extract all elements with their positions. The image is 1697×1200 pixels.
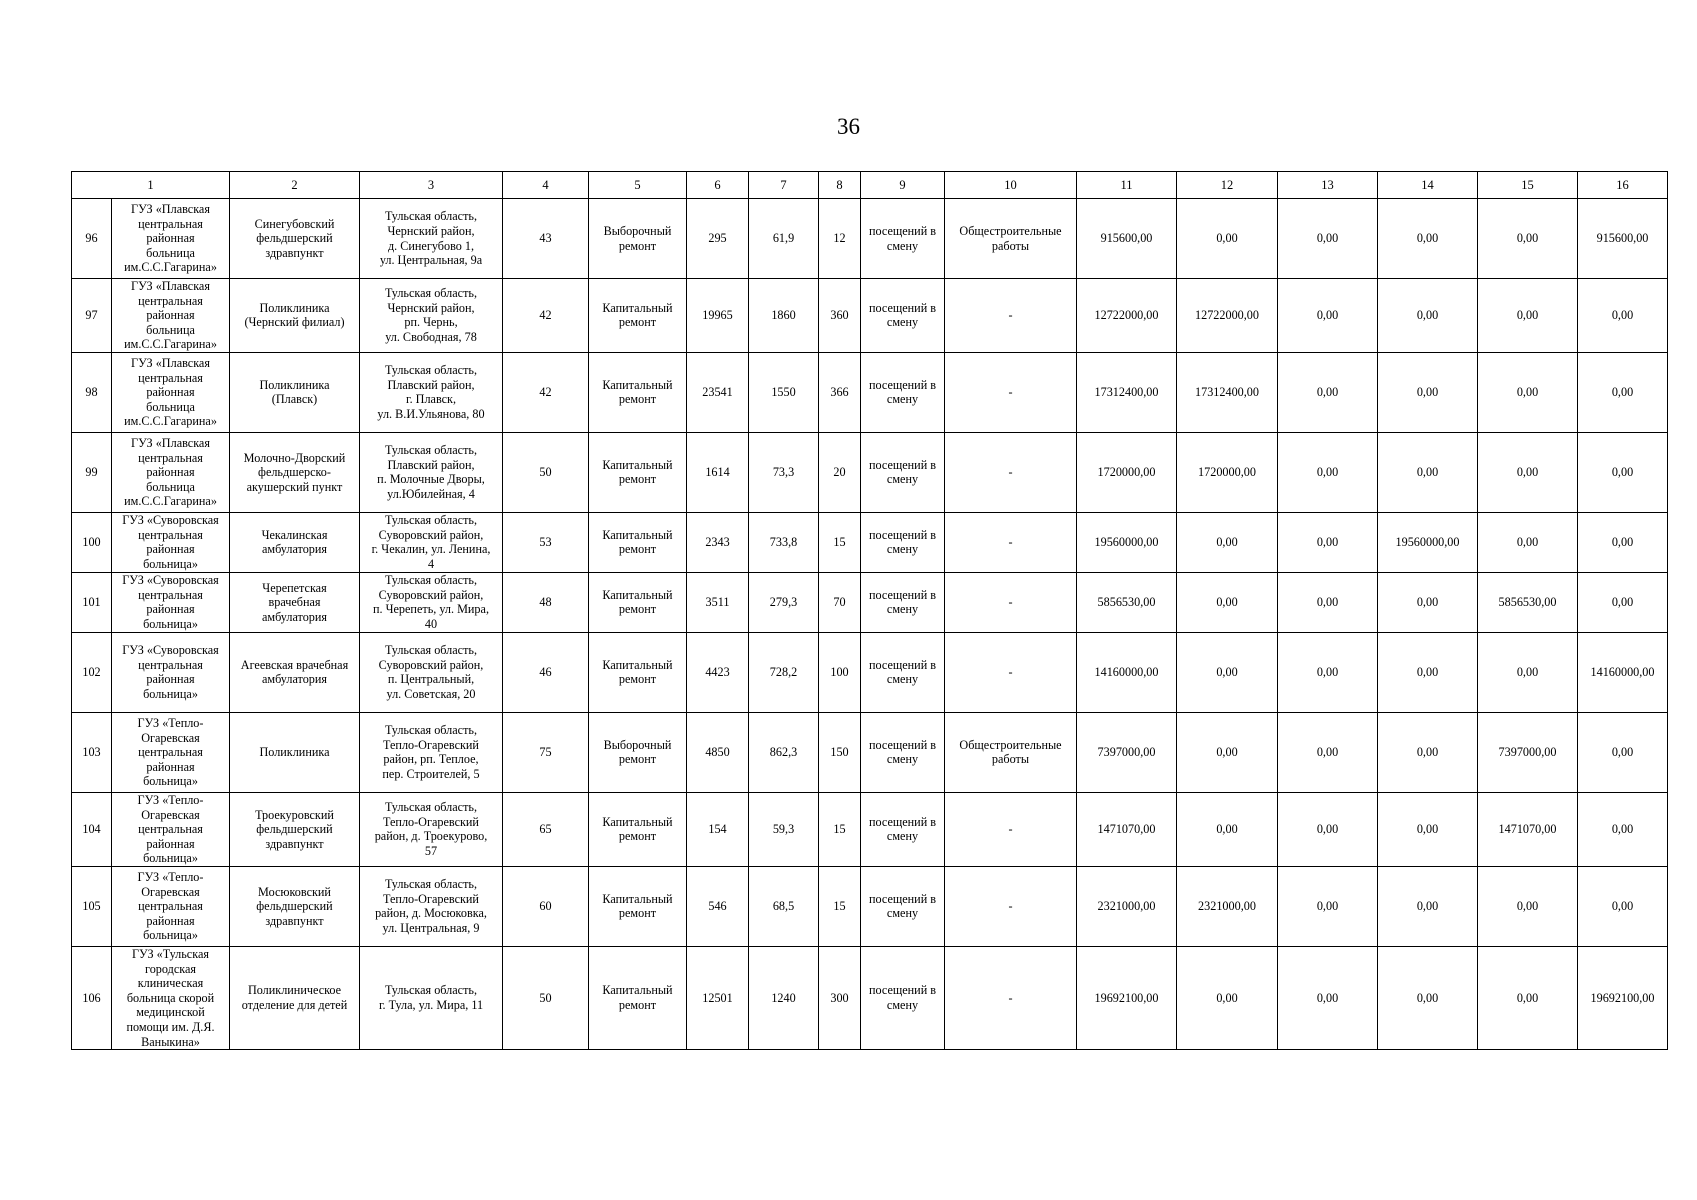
table-cell: 0,00 xyxy=(1578,792,1668,866)
table-cell: - xyxy=(945,512,1077,572)
table-cell: Тульская область, Плавский район, п. Молочные Дворы, ул.Юбилейная, 4 xyxy=(360,432,503,512)
table-cell: Тульская область, Тепло-Огаревский район, д. Мосюковка, ул. Центральная, 9 xyxy=(360,866,503,946)
table-cell: - xyxy=(945,432,1077,512)
table-cell: Капитальный ремонт xyxy=(589,352,687,432)
table-row xyxy=(72,279,1668,353)
table-cell: 15 xyxy=(819,792,861,866)
table-cell: Молочно-Дворский фельдшерско- акушерский пункт xyxy=(230,432,360,512)
table-cell: 14160000,00 xyxy=(1077,632,1177,712)
table-cell: посещений в смену xyxy=(861,572,945,632)
table-cell: Чекалинская амбулатория xyxy=(230,512,360,572)
table-cell: ГУЗ «Суворовская центральная районная больница» xyxy=(112,572,230,632)
table-cell: 60 xyxy=(503,866,589,946)
table-cell: Тульская область, Суворовский район, п. Центральный, ул. Советская, 20 xyxy=(360,632,503,712)
table-cell: Поликлиническое отделение для детей xyxy=(230,946,360,1049)
header-cell: 12 xyxy=(1177,172,1278,199)
table-row xyxy=(72,199,1668,279)
table-cell: 75 xyxy=(503,712,589,792)
table-cell: 0,00 xyxy=(1378,199,1478,279)
table-cell: ГУЗ «Плавская центральная районная больница им.С.С.Гагарина» xyxy=(112,432,230,512)
table-cell: 105 xyxy=(72,866,112,946)
table-cell: - xyxy=(945,946,1077,1049)
table-cell: 5856530,00 xyxy=(1478,572,1578,632)
table-cell: 0,00 xyxy=(1578,712,1668,792)
table-cell: 50 xyxy=(503,946,589,1049)
table-cell: 0,00 xyxy=(1378,866,1478,946)
table-cell: 0,00 xyxy=(1177,632,1278,712)
table-cell: Капитальный ремонт xyxy=(589,866,687,946)
table-cell: 0,00 xyxy=(1478,352,1578,432)
table-cell: 12722000,00 xyxy=(1077,279,1177,353)
table-cell: 0,00 xyxy=(1478,866,1578,946)
table-cell: 0,00 xyxy=(1478,946,1578,1049)
table-cell: 68,5 xyxy=(749,866,819,946)
table-row xyxy=(72,866,1668,946)
table-cell: 1471070,00 xyxy=(1077,792,1177,866)
table-cell: 14160000,00 xyxy=(1578,632,1668,712)
table-cell: 4423 xyxy=(687,632,749,712)
header-cell: 3 xyxy=(360,172,503,199)
table-cell: Тульская область, Тепло-Огаревский район, д. Троекурово, 57 xyxy=(360,792,503,866)
table-cell: 20 xyxy=(819,432,861,512)
table-cell: 0,00 xyxy=(1278,432,1378,512)
table-cell: посещений в смену xyxy=(861,512,945,572)
table-cell: 96 xyxy=(72,199,112,279)
table-cell: 1860 xyxy=(749,279,819,353)
table-cell: 100 xyxy=(72,512,112,572)
table-cell: 1720000,00 xyxy=(1177,432,1278,512)
table-cell: посещений в смену xyxy=(861,866,945,946)
table-cell: 65 xyxy=(503,792,589,866)
table-row xyxy=(72,792,1668,866)
table-cell: 2321000,00 xyxy=(1077,866,1177,946)
table-cell: ГУЗ «Плавская центральная районная больница им.С.С.Гагарина» xyxy=(112,199,230,279)
table-cell: посещений в смену xyxy=(861,279,945,353)
table-cell: 0,00 xyxy=(1278,279,1378,353)
table-cell: 0,00 xyxy=(1478,199,1578,279)
table-cell: 0,00 xyxy=(1177,572,1278,632)
table-cell: 70 xyxy=(819,572,861,632)
table-cell: 733,8 xyxy=(749,512,819,572)
table-cell: 102 xyxy=(72,632,112,712)
table-cell: 546 xyxy=(687,866,749,946)
table-cell: 1471070,00 xyxy=(1478,792,1578,866)
table-cell: 100 xyxy=(819,632,861,712)
table-cell: Капитальный ремонт xyxy=(589,572,687,632)
table-cell: 0,00 xyxy=(1278,632,1378,712)
table-cell: Капитальный ремонт xyxy=(589,792,687,866)
table-cell: 0,00 xyxy=(1378,279,1478,353)
table-cell: 0,00 xyxy=(1278,199,1378,279)
table-cell: 12 xyxy=(819,199,861,279)
table-cell: 0,00 xyxy=(1278,866,1378,946)
table-cell: 2343 xyxy=(687,512,749,572)
table-cell: 19692100,00 xyxy=(1578,946,1668,1049)
table-cell: посещений в смену xyxy=(861,352,945,432)
table-cell: 279,3 xyxy=(749,572,819,632)
table-cell: - xyxy=(945,632,1077,712)
table-cell: 4850 xyxy=(687,712,749,792)
table-cell: 915600,00 xyxy=(1578,199,1668,279)
table-cell: 106 xyxy=(72,946,112,1049)
table-cell: Выборочный ремонт xyxy=(589,712,687,792)
table-cell: 101 xyxy=(72,572,112,632)
table-cell: 17312400,00 xyxy=(1077,352,1177,432)
table-cell: 915600,00 xyxy=(1077,199,1177,279)
table-cell: Тульская область, Чернский район, д. Синегубово 1, ул. Центральная, 9а xyxy=(360,199,503,279)
table-cell: 98 xyxy=(72,352,112,432)
table-cell: 1614 xyxy=(687,432,749,512)
table-row xyxy=(72,946,1668,1049)
header-cell: 5 xyxy=(589,172,687,199)
table-cell: 0,00 xyxy=(1378,946,1478,1049)
table-cell: 0,00 xyxy=(1378,572,1478,632)
table-cell: 150 xyxy=(819,712,861,792)
table-cell: ГУЗ «Плавская центральная районная больница им.С.С.Гагарина» xyxy=(112,352,230,432)
table-cell: 295 xyxy=(687,199,749,279)
table-cell: Тульская область, Чернский район, рп. Чернь, ул. Свободная, 78 xyxy=(360,279,503,353)
table-cell: 50 xyxy=(503,432,589,512)
table-cell: Тульская область, Суворовский район, п. Черепеть, ул. Мира, 40 xyxy=(360,572,503,632)
table-cell: - xyxy=(945,866,1077,946)
table-cell: 17312400,00 xyxy=(1177,352,1278,432)
table-cell: посещений в смену xyxy=(861,632,945,712)
table-cell: 862,3 xyxy=(749,712,819,792)
table-cell: - xyxy=(945,792,1077,866)
table-cell: Троекуровский фельдшерский здравпункт xyxy=(230,792,360,866)
header-cell: 10 xyxy=(945,172,1077,199)
table-cell: - xyxy=(945,572,1077,632)
table-cell: 0,00 xyxy=(1177,792,1278,866)
table-cell: 0,00 xyxy=(1478,279,1578,353)
table-cell: 5856530,00 xyxy=(1077,572,1177,632)
table-cell: Тульская область, Суворовский район, г. Чекалин, ул. Ленина, 4 xyxy=(360,512,503,572)
table-cell: Капитальный ремонт xyxy=(589,432,687,512)
table-cell: 23541 xyxy=(687,352,749,432)
table-cell: Общестроительные работы xyxy=(945,712,1077,792)
table-cell: Поликлиника (Плавск) xyxy=(230,352,360,432)
header-cell: 15 xyxy=(1478,172,1578,199)
table-cell: 1240 xyxy=(749,946,819,1049)
table-cell: 0,00 xyxy=(1278,712,1378,792)
table-cell: Тульская область, г. Тула, ул. Мира, 11 xyxy=(360,946,503,1049)
table-cell: ГУЗ «Суворовская центральная районная больница» xyxy=(112,632,230,712)
table-cell: 360 xyxy=(819,279,861,353)
table-cell: 0,00 xyxy=(1478,632,1578,712)
table-cell: 103 xyxy=(72,712,112,792)
header-cell: 6 xyxy=(687,172,749,199)
table-cell: ГУЗ «Суворовская центральная районная больница» xyxy=(112,512,230,572)
table-cell: 19692100,00 xyxy=(1077,946,1177,1049)
table-cell: 0,00 xyxy=(1177,512,1278,572)
table-cell: 0,00 xyxy=(1177,199,1278,279)
header-cell: 16 xyxy=(1578,172,1668,199)
table-cell: посещений в смену xyxy=(861,946,945,1049)
table-cell: 0,00 xyxy=(1578,866,1668,946)
table-cell: 42 xyxy=(503,279,589,353)
table-cell: 0,00 xyxy=(1278,792,1378,866)
table-cell: 0,00 xyxy=(1378,712,1478,792)
table-cell: ГУЗ «Тепло- Огаревская центральная районная больница» xyxy=(112,792,230,866)
table-row xyxy=(72,632,1668,712)
header-cell: 13 xyxy=(1278,172,1378,199)
table-cell: Тульская область, Плавский район, г. Плавск, ул. В.И.Ульянова, 80 xyxy=(360,352,503,432)
table-cell: 0,00 xyxy=(1378,432,1478,512)
table-cell: 1550 xyxy=(749,352,819,432)
table-cell: 19560000,00 xyxy=(1077,512,1177,572)
table-cell: Черепетская врачебная амбулатория xyxy=(230,572,360,632)
table-cell: посещений в смену xyxy=(861,792,945,866)
header-cell: 8 xyxy=(819,172,861,199)
table-cell: 0,00 xyxy=(1278,512,1378,572)
table-cell: Тульская область, Тепло-Огаревский район, рп. Теплое, пер. Строителей, 5 xyxy=(360,712,503,792)
table-cell: 12722000,00 xyxy=(1177,279,1278,353)
table-cell: 59,3 xyxy=(749,792,819,866)
table-cell: 728,2 xyxy=(749,632,819,712)
table-cell: 104 xyxy=(72,792,112,866)
table-row xyxy=(72,352,1668,432)
table-row xyxy=(72,432,1668,512)
table-cell: 0,00 xyxy=(1578,279,1668,353)
header-cell: 4 xyxy=(503,172,589,199)
table-cell: 0,00 xyxy=(1278,946,1378,1049)
table-cell: 53 xyxy=(503,512,589,572)
table-cell: 73,3 xyxy=(749,432,819,512)
table-cell: 48 xyxy=(503,572,589,632)
table-cell: 7397000,00 xyxy=(1077,712,1177,792)
table-cell: 0,00 xyxy=(1177,946,1278,1049)
table-cell: ГУЗ «Тепло- Огаревская центральная районная больница» xyxy=(112,712,230,792)
table-cell: 15 xyxy=(819,512,861,572)
table-cell: 61,9 xyxy=(749,199,819,279)
table-cell: 0,00 xyxy=(1578,432,1668,512)
table-cell: 0,00 xyxy=(1578,352,1668,432)
table-cell: 99 xyxy=(72,432,112,512)
table-cell: 0,00 xyxy=(1478,512,1578,572)
table-cell: 0,00 xyxy=(1578,512,1668,572)
table-cell: Капитальный ремонт xyxy=(589,632,687,712)
table-cell: - xyxy=(945,352,1077,432)
header-cell: 1 xyxy=(72,172,230,199)
table-cell: 15 xyxy=(819,866,861,946)
table-cell: Поликлиника xyxy=(230,712,360,792)
table-cell: посещений в смену xyxy=(861,199,945,279)
table-cell: 7397000,00 xyxy=(1478,712,1578,792)
table-cell: посещений в смену xyxy=(861,432,945,512)
table-cell: Общестроительные работы xyxy=(945,199,1077,279)
table-cell: Выборочный ремонт xyxy=(589,199,687,279)
header-cell: 7 xyxy=(749,172,819,199)
table-cell: 3511 xyxy=(687,572,749,632)
table-cell: Агеевская врачебная амбулатория xyxy=(230,632,360,712)
table-cell: 0,00 xyxy=(1378,792,1478,866)
table-cell: посещений в смену xyxy=(861,712,945,792)
header-cell: 11 xyxy=(1077,172,1177,199)
table-cell: Мосюковский фельдшерский здравпункт xyxy=(230,866,360,946)
table-cell: 43 xyxy=(503,199,589,279)
header-row xyxy=(72,172,1668,199)
data-table xyxy=(71,171,1668,1050)
table-cell: ГУЗ «Тульская городская клиническая больница скорой медицинской помощи им. Д.Я. Ваныкина» xyxy=(112,946,230,1049)
header-cell: 2 xyxy=(230,172,360,199)
table-cell: 0,00 xyxy=(1478,432,1578,512)
table-cell: 46 xyxy=(503,632,589,712)
table-row xyxy=(72,572,1668,632)
table-cell: 12501 xyxy=(687,946,749,1049)
page-number: 36 xyxy=(837,114,860,139)
table-cell: Капитальный ремонт xyxy=(589,279,687,353)
table-cell: Поликлиника (Чернский филиал) xyxy=(230,279,360,353)
table-cell: 42 xyxy=(503,352,589,432)
table-cell: ГУЗ «Тепло- Огаревская центральная районная больница» xyxy=(112,866,230,946)
table-cell: 0,00 xyxy=(1378,352,1478,432)
table-cell: 0,00 xyxy=(1378,632,1478,712)
header-cell: 14 xyxy=(1378,172,1478,199)
table-cell: 1720000,00 xyxy=(1077,432,1177,512)
table-cell: 300 xyxy=(819,946,861,1049)
table-cell: Капитальный ремонт xyxy=(589,946,687,1049)
table-cell: 366 xyxy=(819,352,861,432)
header-cell: 9 xyxy=(861,172,945,199)
table-cell: 0,00 xyxy=(1578,572,1668,632)
table-row xyxy=(72,512,1668,572)
table-cell: 2321000,00 xyxy=(1177,866,1278,946)
table-row xyxy=(72,712,1668,792)
table-cell: ГУЗ «Плавская центральная районная больница им.С.С.Гагарина» xyxy=(112,279,230,353)
table-cell: 19965 xyxy=(687,279,749,353)
table-cell: 97 xyxy=(72,279,112,353)
table-cell: 154 xyxy=(687,792,749,866)
table-cell: 0,00 xyxy=(1278,572,1378,632)
table-cell: 0,00 xyxy=(1278,352,1378,432)
table-cell: 19560000,00 xyxy=(1378,512,1478,572)
table-cell: Капитальный ремонт xyxy=(589,512,687,572)
table-cell: - xyxy=(945,279,1077,353)
table-cell: Синегубовский фельдшерский здравпункт xyxy=(230,199,360,279)
table-cell: 0,00 xyxy=(1177,712,1278,792)
